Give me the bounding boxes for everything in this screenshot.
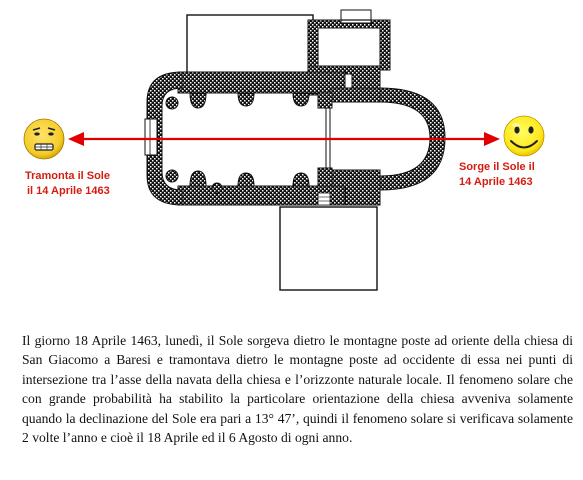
south-steps [318,193,330,205]
sunrise-label-line2: 14 Aprile 1463 [459,176,533,188]
smiley-face-sun-icon [504,116,544,156]
sunset-label [25,169,110,199]
sunrise-label [459,160,535,190]
south-annex [280,207,377,290]
sunset-label-line2: il 14 Aprile 1463 [27,185,110,197]
church-plan [145,10,445,290]
sad-face-sun-icon [24,119,64,159]
north-pilasters [166,93,309,109]
north-annex [187,15,313,73]
sunrise-label-line1: Sorge il Sole il [459,161,535,173]
caption-paragraph: Il giorno 18 Aprile 1463, lunedì, il Sole sorgeva dietro le montagne poste ad oriente della chiesa di San Giacomo a Baresi e tramontava dietro le montagne poste ad occidente di essa nei punti di intersezione tra l’asse della navata della chiesa e l’orizzonte naturale locale. Il fenomeno solare che con grande probabilità ha stabilito la particolare orientazione della chiesa avveniva solamente quando la declinazione del Sole era pari a 13° 47’, quindi il fenomeno solare si verificava solamente 2 volte l’anno e cioè il 18 Aprile ed il 6 Agosto di ogni anno. [22,333,573,446]
sunset-label-line1: Tramonta il Sole [25,170,110,182]
